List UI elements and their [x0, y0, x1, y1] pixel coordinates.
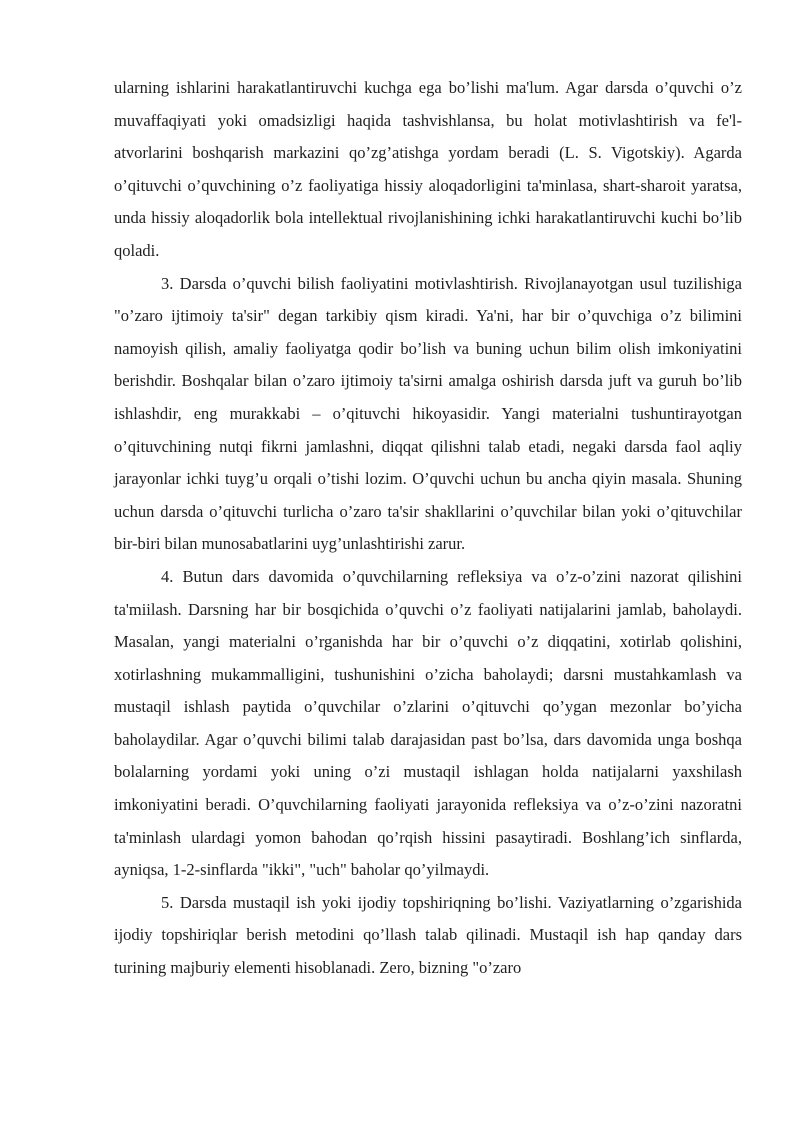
document-body	[114, 72, 742, 985]
paragraph-4-reflection: 4. Butun dars davomida o’quvchilarning refleksiya va o’z-o’zini nazorat qilishini ta'miilash. Darsning har bir bosqichida o’quvchi o’z faoliyati natijalarini jamlab, baholaydi. Masalan, yangi materialni o’rganishda har bir o’quvchi o’z diqqatini, xotirlab qolishini, xotirlashning mukammalligini, tushunishini o’zicha baholaydi; darsni mustahkamlash va mustaqil ishlash paytida o’quvchilar o’zlarini o’qituvchi qo’ygan mezonlar bo’yicha baholaydilar. Agar o’quvchi bilimi talab darajasidan past bo’lsa, dars davomida unga boshqa bolalarning yordami yoki uning o’zi mustaqil ishlagan holda natijalarni yaxshilash imkoniyatini beradi. O’quvchilarning faoliyati jarayonida refleksiya va o’z-o’zini nazoratni ta'minlash ulardagi yomon bahodan qo’rqish hissini pasaytiradi. Boshlang’ich sinflarda, ayniqsa, 1-2-sinflarda "ikki", "uch" baholar qo’yilmaydi.	[114, 566, 742, 880]
paragraph-5-independent-work: 5. Darsda mustaqil ish yoki ijodiy topshiriqning bo’lishi. Vaziyatlarning o’zgarishida ijodiy topshiriqlar berish metodini qo’llash talab qilinadi. Mustaqil ish hap qanday dars turining majburiy elementi hisoblanadi. Zero, bizning "o’zaro	[114, 892, 742, 978]
paragraph-continued: ularning ishlarini harakatlantiruvchi kuchga ega bo’lishi ma'lum. Agar darsda o’quvchi o’z muvaffaqiyati yoki omadsizligi haqida tashvishlansa, bu holat motivlashtirish va fe'l-atvorlarini boshqarish markazini qo’zg’atishga yordam beradi (L. S. Vigotskiy). Agarda o’qituvchi o’quvchining o’z faoliyatiga hissiy aloqadorligini ta'minlasa, shart-sharoit yaratsa, unda hissiy aloqadorlik bola intellektual rivojlanishining ichki harakatlantiruvchi kuchi bo’lib qoladi.	[114, 78, 742, 260]
paragraph-3-motivation: 3. Darsda o’quvchi bilish faoliyatini motivlashtirish. Rivojlanayotgan usul tuzilishiga "o’zaro ijtimoiy ta'sir" degan tarkibiy qism kiradi. Ya'ni, har bir o’quvchiga o’z bilimini namoyish qilish, amaliy faoliyatga qodir bo’lish va buning uchun bilim olish imkoniyatini berishdir. Boshqalar bilan o’zaro ijtimoiy ta'sirni amalga oshirish darsda juft va guruh bo’lib ishlashdir, eng murakkabi – o’qituvchi hikoyasidir. Yangi materialni tushuntirayotgan o’qituvchining nutqi fikrni jamlashni, diqqat qilishni talab etadi, negaki darsda faol aqliy jarayonlar ichki tuyg’u orqali o’tishi lozim. O’quvchi uchun bu ancha qiyin masala. Shuning uchun darsda o’qituvchi turlicha o’zaro ta'sir shakllarini o’quvchilar bilan yoki o’qituvchilar bir-biri bilan munosabatlarini uyg’unlashtirishi zarur.	[114, 273, 742, 554]
